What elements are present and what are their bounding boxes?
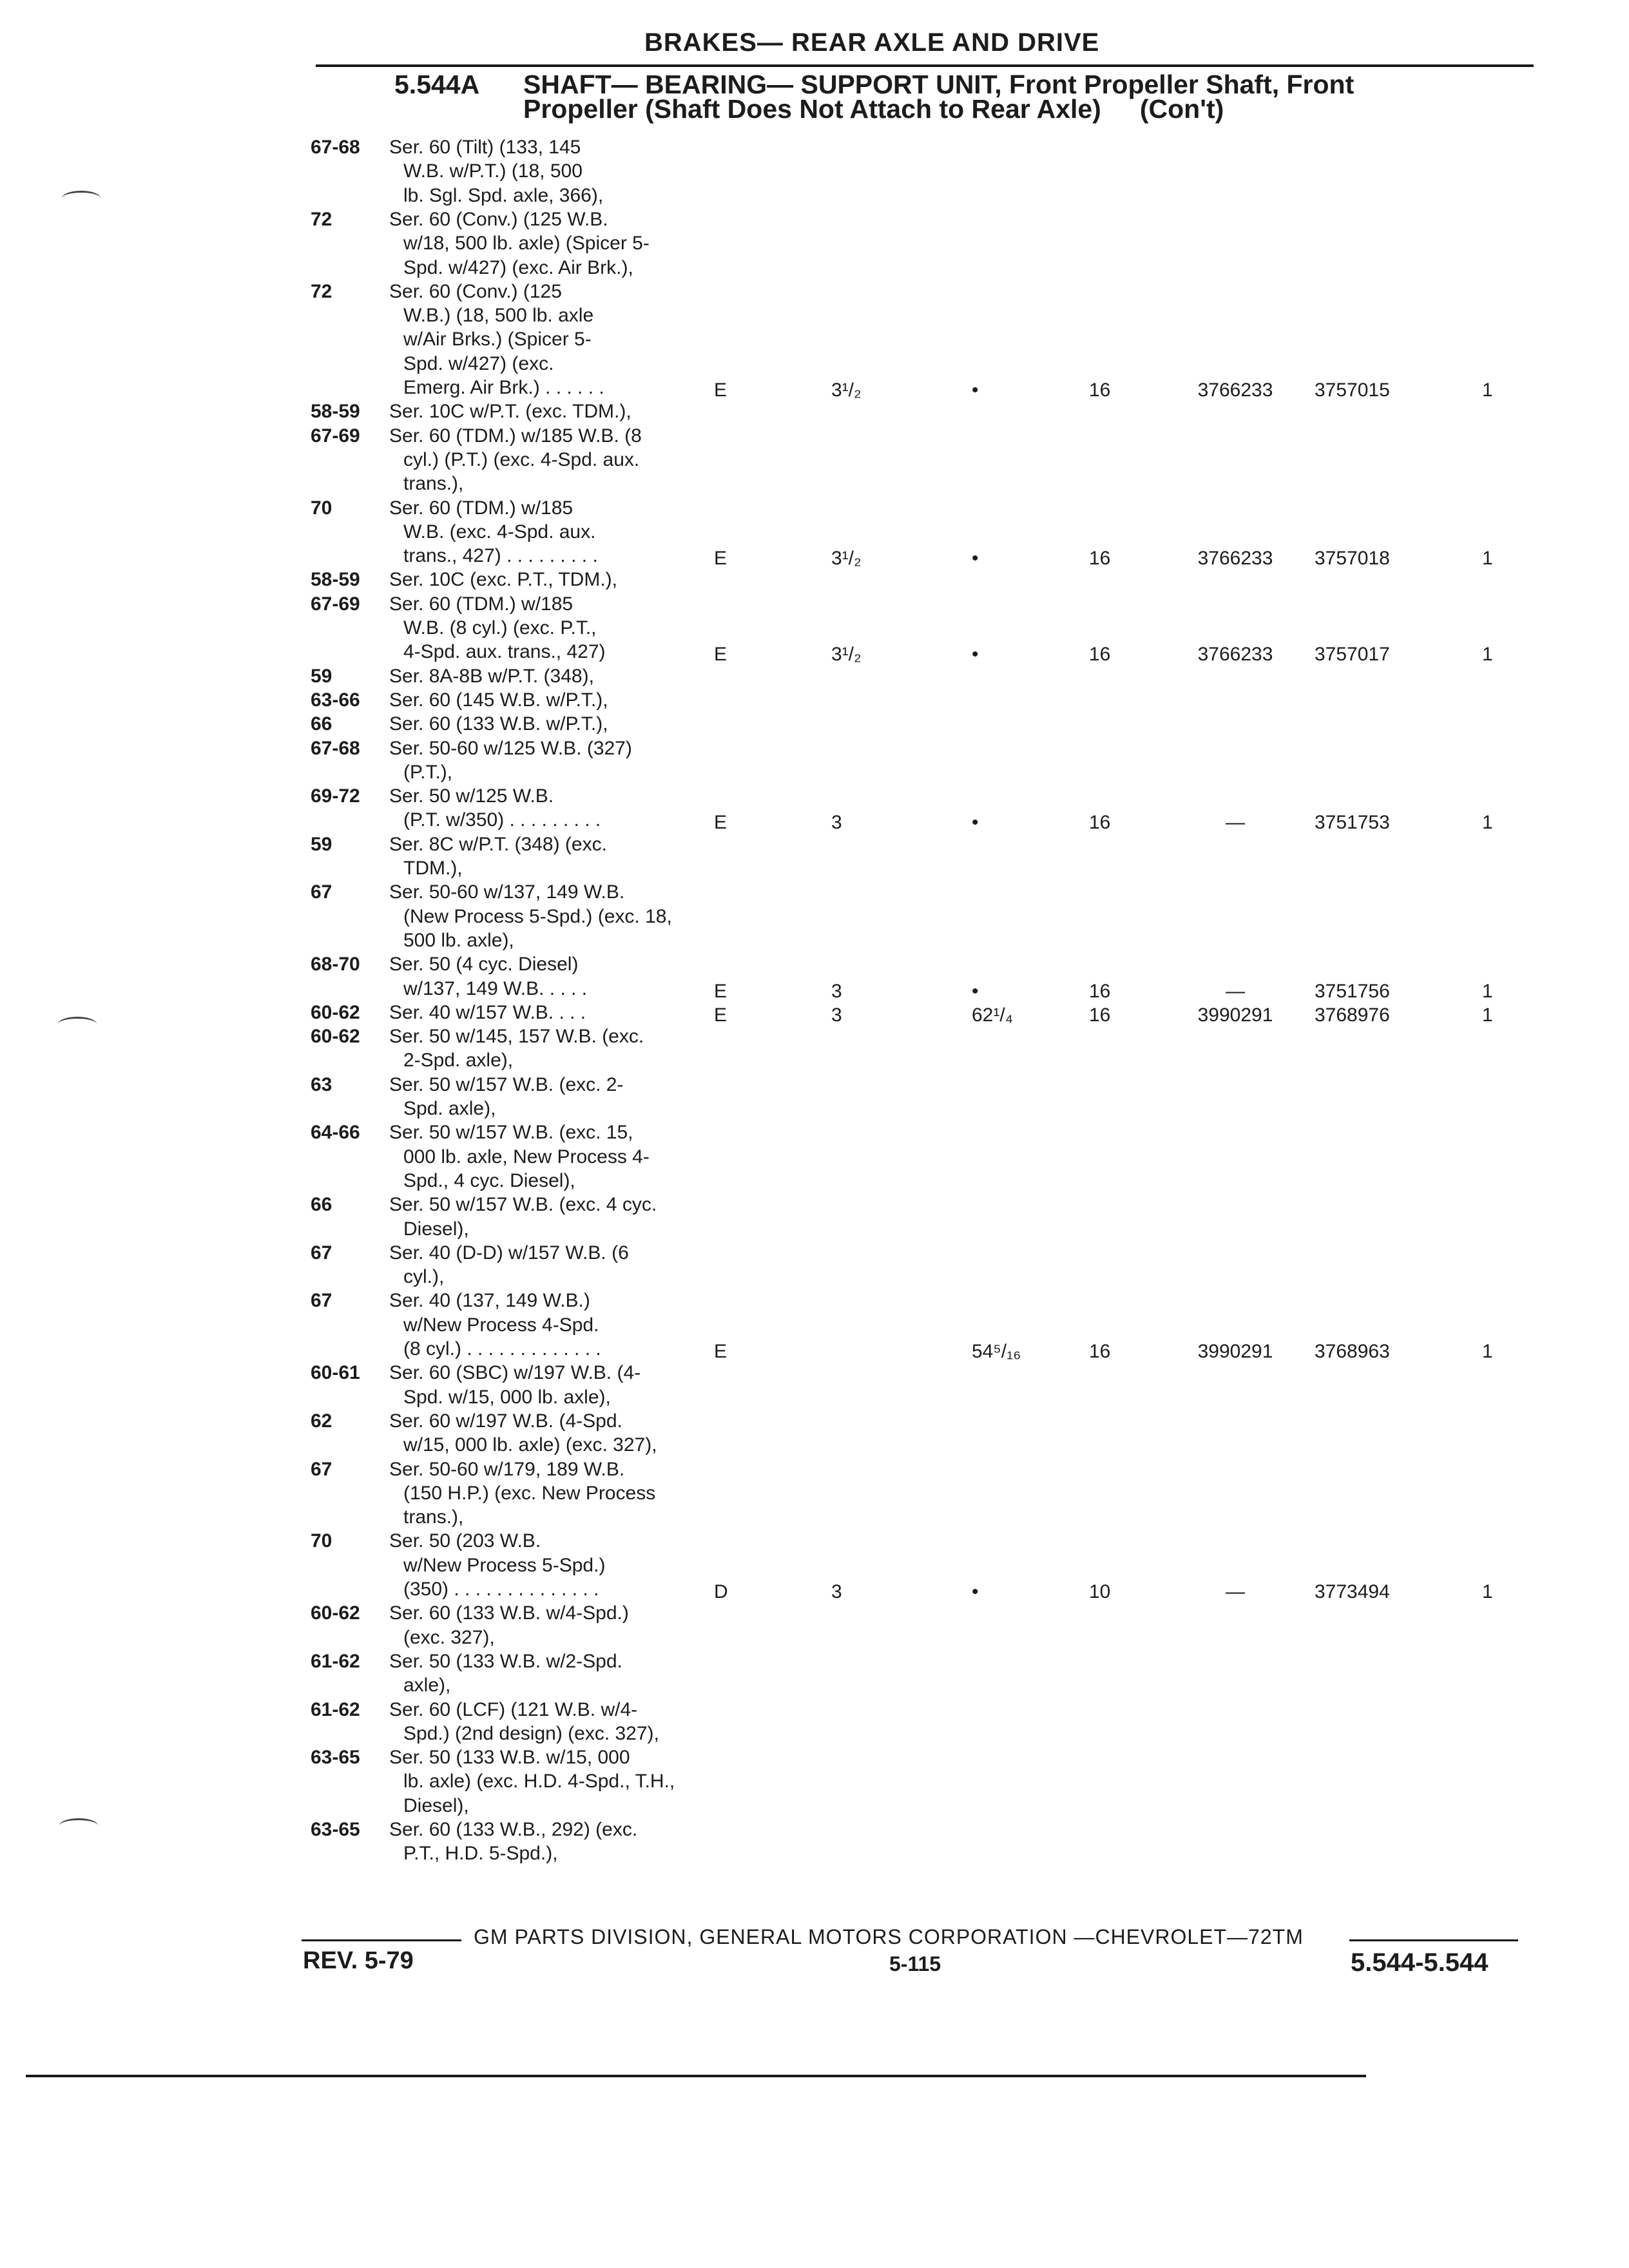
application-text: cyl.), (403, 1266, 445, 1288)
part-number-primary: 3766233 (1197, 644, 1273, 666)
group-code: E (714, 1341, 728, 1362)
application-text: Ser. 50 w/145, 157 W.B. (exc. (389, 1026, 644, 1048)
application-text: (P.T. w/350) . . . . . . . . . (403, 809, 601, 831)
margin-mark-1 (62, 191, 101, 206)
application-text: axle), (403, 1675, 451, 1696)
part-number: 3757015 (1315, 380, 1390, 401)
application-text: 000 lb. axle, New Process 4- (403, 1146, 650, 1168)
application-text: Spd.) (2nd design) (exc. 327), (403, 1722, 659, 1744)
spline-count: 16 (1089, 644, 1111, 666)
model-year: 66 (311, 1194, 333, 1216)
application-text: w/Air Brks.) (Spicer 5- (403, 329, 592, 351)
length-value: 3 (831, 812, 842, 834)
application-text: Ser. 60 (145 W.B. w/P.T.), (389, 689, 608, 711)
application-text: Ser. 60 (133 W.B. w/P.T.), (389, 713, 608, 735)
application-text: Ser. 50 w/157 W.B. (exc. 15, (389, 1122, 633, 1144)
model-year: 67 (311, 881, 333, 903)
application-text: Ser. 60 (Conv.) (125 W.B. (389, 208, 608, 230)
part-number: 3757018 (1315, 548, 1390, 570)
application-text: lb. Sgl. Spd. axle, 366), (403, 184, 604, 206)
model-year: 62 (311, 1410, 333, 1432)
part-number: 3768963 (1315, 1341, 1390, 1362)
application-text: 2-Spd. axle), (403, 1050, 514, 1072)
part-number: 3751756 (1315, 980, 1390, 1002)
application-text: Ser. 60 (LCF) (121 W.B. w/4- (389, 1698, 638, 1720)
model-year: 67 (311, 1242, 333, 1264)
model-year: 66 (311, 713, 333, 735)
length-value: 3¹/₂ (831, 548, 862, 570)
model-year: 59 (311, 833, 333, 855)
application-text: Ser. 50-60 w/179, 189 W.B. (389, 1458, 625, 1480)
application-text: Ser. 60 w/197 W.B. (4-Spd. (389, 1410, 622, 1432)
application-text: trans.), (403, 473, 464, 495)
quantity: 1 (1482, 1004, 1493, 1026)
application-text: Ser. 40 w/157 W.B. . . . (389, 1001, 586, 1023)
application-text: Spd. axle), (403, 1098, 496, 1119)
page-header-title: BRAKES— REAR AXLE AND DRIVE (644, 28, 1100, 57)
length-value: 3¹/₂ (831, 644, 862, 666)
model-year: 58-59 (311, 569, 360, 591)
application-text: Ser. 60 (TDM.) w/185 W.B. (8 (389, 425, 642, 447)
application-text: Ser. 50 (203 W.B. (389, 1530, 541, 1552)
application-text: (350) . . . . . . . . . . . . . . (403, 1579, 599, 1600)
revision-label: REV. 5-79 (303, 1947, 414, 1974)
model-year: 61-62 (311, 1698, 360, 1720)
group-code: E (714, 548, 728, 570)
part-number-primary: 3766233 (1197, 380, 1273, 401)
spline-count: 10 (1089, 1581, 1111, 1602)
application-text: P.T., H.D. 5-Spd.), (403, 1843, 558, 1865)
length-value: 3 (831, 1004, 842, 1026)
model-year: 60-62 (311, 1001, 360, 1023)
part-number-primary: — (1226, 812, 1245, 834)
application-text: (New Process 5-Spd.) (exc. 18, (403, 905, 672, 927)
quantity: 1 (1482, 1581, 1493, 1602)
spline-count: 16 (1089, 1341, 1111, 1362)
section-reference: 5.544-5.544 (1351, 1948, 1489, 1977)
application-text: Ser. 60 (TDM.) w/185 (389, 593, 574, 615)
part-number-primary: 3766233 (1197, 548, 1273, 570)
application-text: W.B. (exc. 4-Spd. aux. (403, 521, 596, 543)
model-year: 63-66 (311, 689, 360, 711)
model-year: 67-68 (311, 737, 360, 759)
part-number: 3757017 (1315, 644, 1390, 666)
model-year: 59 (311, 665, 333, 687)
application-text: Ser. 60 (Tilt) (133, 145 (389, 137, 581, 158)
dimension-value: • (972, 980, 979, 1002)
dimension-value: • (972, 812, 979, 834)
section-title-line1: SHAFT— BEARING— SUPPORT UNIT, Front Propeller Shaft, Front (523, 70, 1354, 99)
application-text: (P.T.), (403, 761, 453, 783)
model-year: 60-61 (311, 1362, 360, 1384)
application-text: Ser. 60 (SBC) w/197 W.B. (4- (389, 1362, 641, 1384)
application-text: w/New Process 5-Spd.) (403, 1554, 606, 1576)
application-text: Spd. w/427) (exc. (403, 352, 554, 374)
quantity: 1 (1482, 1341, 1493, 1362)
group-code: E (714, 644, 728, 666)
quantity: 1 (1482, 644, 1493, 666)
model-year: 70 (311, 497, 333, 519)
application-text: Ser. 40 (D-D) w/157 W.B. (6 (389, 1242, 629, 1264)
group-code: E (714, 380, 728, 401)
application-text: Ser. 50-60 w/125 W.B. (327) (389, 737, 632, 759)
model-year: 60-62 (311, 1026, 360, 1048)
dimension-value: 54⁵/₁₆ (972, 1341, 1021, 1362)
publisher-line: GM PARTS DIVISION, GENERAL MOTORS CORPORATION —CHEVROLET—72TM (474, 1925, 1304, 1948)
model-year: 63-65 (311, 1819, 360, 1840)
bottom-edge-line (26, 2075, 1366, 2077)
model-year: 72 (311, 280, 333, 302)
model-year: 69-72 (311, 785, 360, 807)
model-year: 72 (311, 208, 333, 230)
group-code: E (714, 1004, 728, 1026)
model-year: 58-59 (311, 401, 360, 423)
quantity: 1 (1482, 812, 1493, 834)
application-text: Ser. 50 w/157 W.B. (exc. 2- (389, 1073, 624, 1095)
part-number: 3751753 (1315, 812, 1390, 834)
section-number: 5.544A (394, 70, 480, 99)
model-year: 61-62 (311, 1650, 360, 1672)
model-year: 67-69 (311, 593, 360, 615)
application-text: Spd. w/15, 000 lb. axle), (403, 1386, 611, 1408)
model-year: 70 (311, 1530, 333, 1552)
dimension-value: 62¹/₄ (972, 1004, 1013, 1026)
quantity: 1 (1482, 548, 1493, 570)
application-text: Ser. 60 (TDM.) w/185 (389, 497, 574, 519)
header-rule (316, 64, 1534, 67)
application-text: w/15, 000 lb. axle) (exc. 327), (403, 1434, 657, 1456)
model-year: 67 (311, 1290, 333, 1312)
application-text: W.B. w/P.T.) (18, 500 (403, 160, 583, 182)
part-number-primary: 3990291 (1197, 1004, 1273, 1026)
part-number: 3768976 (1315, 1004, 1390, 1026)
application-text: w/New Process 4-Spd. (403, 1314, 599, 1336)
page-number: 5-115 (889, 1952, 941, 1975)
model-year: 60-62 (311, 1602, 360, 1624)
application-text: TDM.), (403, 858, 463, 879)
application-text: Diesel), (403, 1794, 469, 1816)
margin-mark-2 (58, 1017, 97, 1032)
model-year: 63 (311, 1073, 333, 1095)
application-text: trans., 427) . . . . . . . . . (403, 545, 598, 567)
application-text: Ser. 60 (133 W.B. w/4-Spd.) (389, 1602, 629, 1624)
quantity: 1 (1482, 980, 1493, 1002)
margin-mark-3 (59, 1818, 98, 1833)
application-text: Ser. 60 (133 W.B., 292) (exc. (389, 1819, 638, 1840)
group-code: E (714, 812, 728, 834)
application-text: W.B. (8 cyl.) (exc. P.T., (403, 617, 597, 639)
spline-count: 16 (1089, 548, 1111, 570)
application-text: Ser. 50-60 w/137, 149 W.B. (389, 881, 625, 903)
application-text: Ser. 60 (Conv.) (125 (389, 280, 562, 302)
application-text: 4-Spd. aux. trans., 427) (403, 641, 606, 663)
application-text: Ser. 50 (133 W.B. w/15, 000 (389, 1747, 630, 1769)
model-year: 64-66 (311, 1122, 360, 1144)
part-number-primary: — (1226, 1581, 1245, 1602)
spline-count: 16 (1089, 812, 1111, 834)
continued-label: (Con't) (1139, 94, 1224, 124)
application-text: w/137, 149 W.B. . . . . (403, 977, 588, 999)
application-text: Emerg. Air Brk.) . . . . . . (403, 377, 604, 398)
model-year: 63-65 (311, 1747, 360, 1769)
application-text: cyl.) (P.T.) (exc. 4-Spd. aux. (403, 448, 640, 470)
application-text: (150 H.P.) (exc. New Process (403, 1482, 656, 1504)
part-number: 3773494 (1315, 1581, 1390, 1602)
footer-rule-right (1349, 1939, 1518, 1941)
application-text: Ser. 8C w/P.T. (348) (exc. (389, 833, 607, 855)
model-year: 67-68 (311, 137, 360, 158)
application-text: 500 lb. axle), (403, 929, 514, 951)
part-number-primary: — (1226, 980, 1245, 1002)
dimension-value: • (972, 548, 979, 570)
dimension-value: • (972, 380, 979, 401)
application-text: Spd. w/427) (exc. Air Brk.), (403, 256, 633, 278)
dimension-value: • (972, 1581, 979, 1602)
application-text: Ser. 50 w/125 W.B. (389, 785, 554, 807)
application-text: Ser. 50 (4 cyc. Diesel) (389, 954, 579, 975)
model-year: 67-69 (311, 425, 360, 447)
model-year: 68-70 (311, 954, 360, 975)
length-value: 3 (831, 1581, 842, 1602)
quantity: 1 (1482, 380, 1493, 401)
application-text: Ser. 40 (137, 149 W.B.) (389, 1290, 590, 1312)
section-title-line2: Propeller (Shaft Does Not Attach to Rear Axle) (523, 94, 1101, 124)
group-code: E (714, 980, 728, 1002)
length-value: 3 (831, 980, 842, 1002)
footer-rule-left (302, 1939, 461, 1941)
section-title (394, 70, 1354, 124)
application-text: W.B.) (18, 500 lb. axle (403, 305, 594, 327)
dimension-value: • (972, 644, 979, 666)
spline-count: 16 (1089, 1004, 1111, 1026)
application-text: Ser. 10C w/P.T. (exc. TDM.), (389, 401, 631, 423)
model-year: 67 (311, 1458, 333, 1480)
application-text: (exc. 327), (403, 1626, 495, 1648)
spline-count: 16 (1089, 980, 1111, 1002)
spline-count: 16 (1089, 380, 1111, 401)
length-value: 3¹/₂ (831, 380, 862, 401)
application-text: Ser. 50 (133 W.B. w/2-Spd. (389, 1650, 622, 1672)
application-text: Ser. 10C (exc. P.T., TDM.), (389, 569, 617, 591)
application-text: Ser. 8A-8B w/P.T. (348), (389, 665, 594, 687)
group-code: D (714, 1581, 728, 1602)
part-number-primary: 3990291 (1197, 1341, 1273, 1362)
application-text: Spd., 4 cyc. Diesel), (403, 1169, 575, 1191)
application-text: (8 cyl.) . . . . . . . . . . . . . (403, 1338, 601, 1360)
application-text: lb. axle) (exc. H.D. 4-Spd., T.H., (403, 1771, 675, 1792)
application-text: Diesel), (403, 1218, 469, 1240)
application-text: trans.), (403, 1506, 464, 1528)
application-text: w/18, 500 lb. axle) (Spicer 5- (403, 233, 650, 255)
application-text: Ser. 50 w/157 W.B. (exc. 4 cyc. (389, 1194, 657, 1216)
